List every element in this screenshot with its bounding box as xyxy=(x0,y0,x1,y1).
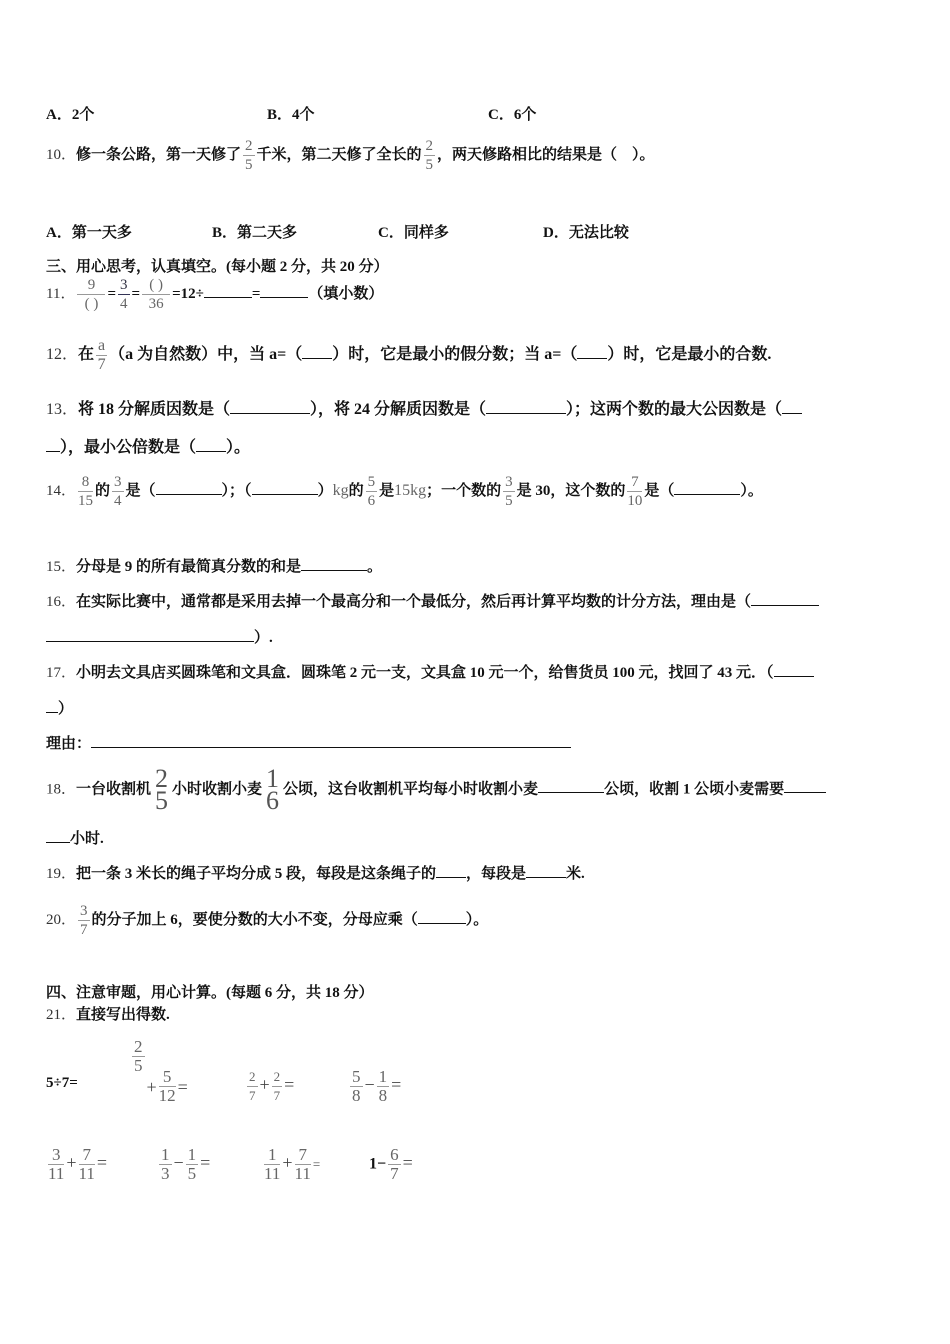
calc-item: 5÷7= xyxy=(46,1075,78,1091)
q9-option-a: A．2个 xyxy=(46,107,95,123)
answer-blank[interactable] xyxy=(774,662,814,677)
question-17-reason: 理由： xyxy=(46,733,571,754)
fraction: $\frac{2}{7}$ xyxy=(273,1069,281,1103)
fraction: $\frac{5}{8}$ xyxy=(352,1067,361,1105)
answer-blank[interactable] xyxy=(418,909,466,924)
question-16: 16．在实际比赛中，通常都是采用去掉一个最高分和一个最低分，然后再计算平均数的计分方法，理由是（ xyxy=(46,591,819,612)
fraction: $\frac{2}{7}$ xyxy=(249,1069,256,1103)
fraction: $\frac{5}{12}$ xyxy=(158,1067,176,1105)
answer-blank[interactable] xyxy=(751,591,819,606)
fraction: $\frac{9}{( )}$ xyxy=(77,276,105,313)
fraction: $\frac{7}{11}$ xyxy=(294,1145,311,1183)
question-17-cont: ） xyxy=(46,698,73,719)
fraction: $\frac{2}{5}$ xyxy=(245,138,253,173)
answer-blank[interactable] xyxy=(782,399,802,414)
calc-item: $\frac{1}{3}$ − $\frac{1}{5}$ = xyxy=(161,1145,211,1183)
fraction: $\frac{2}{5}$ xyxy=(134,1037,143,1075)
calc-item: $\frac{5}{8}$ − $\frac{1}{8}$ = xyxy=(352,1067,402,1105)
question-19: 19．把一条 3 米长的绳子平均分成 5 段，每段是这条绳子的 ，每段是 米. xyxy=(46,863,585,884)
question-number: 12． xyxy=(46,346,79,364)
answer-blank[interactable] xyxy=(46,698,58,713)
fraction: $\frac{3}{7}$ xyxy=(80,903,88,938)
answer-blank[interactable] xyxy=(196,437,226,452)
fraction: $\frac{( )}{36}$ xyxy=(142,276,170,313)
fraction: $\frac{1}{5}$ xyxy=(187,1145,197,1183)
answer-blank[interactable] xyxy=(538,778,604,793)
fraction: $\frac{3}{4}$ xyxy=(114,474,122,509)
question-21: 21．直接写出得数. xyxy=(46,1007,170,1023)
question-13-cont: ），最小公倍数是（ ）。 xyxy=(46,437,250,458)
answer-blank[interactable] xyxy=(260,283,308,298)
question-text: 千米，第二天修了全长的 xyxy=(256,146,422,163)
fraction: $\frac{7}{10}$ xyxy=(627,474,643,509)
section-3-heading: 三、用心思考，认真填空。(每小题 2 分，共 20 分） xyxy=(46,259,389,275)
question-13: 13．将 18 分解质因数是（ ），将 24 分解质因数是（ ）；这两个数的最大公因数是（ xyxy=(46,399,802,420)
fraction: $\frac{7}{11}$ xyxy=(78,1145,95,1183)
calc-item: $\frac{1}{11}$ + $\frac{7}{11}$ = xyxy=(264,1145,321,1183)
answer-blank[interactable] xyxy=(204,283,252,298)
calc-item: $\frac{2}{5}$ + $\frac{5}{12}$ = xyxy=(134,1037,188,1105)
answer-blank[interactable] xyxy=(302,344,332,359)
question-number: 13． xyxy=(46,401,79,418)
fraction: $\frac{3}{4}$ xyxy=(120,277,128,312)
answer-blank[interactable] xyxy=(436,863,466,878)
question-17: 17．小明去文具店买圆珠笔和文具盒．圆珠笔 2 元一支，文具盒 10 元一个，给售货员 100 元，找回了 43 元．（ xyxy=(46,662,814,683)
question-number: 10． xyxy=(46,146,77,163)
q10-option-a: A．第一天多 xyxy=(46,225,132,241)
fraction: $\frac{a}{7}$ xyxy=(97,337,106,373)
fraction: $\frac{8}{15}$ xyxy=(78,474,94,509)
question-number: 11． xyxy=(46,285,76,302)
answer-blank[interactable] xyxy=(46,437,60,452)
fraction: $\frac{6}{7}$ xyxy=(390,1145,399,1183)
fraction: $\frac{1}{8}$ xyxy=(378,1067,388,1105)
answer-blank[interactable] xyxy=(301,556,367,571)
answer-blank[interactable] xyxy=(526,863,566,878)
q10-option-c: C．同样多 xyxy=(378,225,449,241)
fraction: 1 6 xyxy=(266,764,280,815)
q9-option-c: C．6个 xyxy=(488,107,537,123)
question-number: 19． xyxy=(46,866,77,882)
question-10 xyxy=(46,137,655,174)
fraction: $\frac{3}{5}$ xyxy=(505,474,513,509)
fraction: $\frac{1}{11}$ xyxy=(264,1145,281,1183)
answer-blank[interactable] xyxy=(46,627,254,642)
answer-blank[interactable] xyxy=(486,399,566,414)
question-text: 修一条公路，第一天修了 xyxy=(76,146,242,163)
section-4-heading: 四、注意审题，用心计算。(每题 6 分，共 18 分） xyxy=(46,985,374,1001)
question-12: 12．在 $\frac{a}{7}$ （a 为自然数）中，当 a=（ ）时，它是最小的假分数；当 a=（ ）时，它是最小的合数. xyxy=(46,337,772,373)
question-number: 14． xyxy=(46,482,77,499)
question-number: 18． xyxy=(46,781,77,798)
question-16-cont: ）. xyxy=(46,627,273,648)
answer-blank[interactable] xyxy=(784,778,826,793)
question-number: 16． xyxy=(46,594,77,610)
answer-blank[interactable] xyxy=(577,344,607,359)
question-number: 20． xyxy=(46,911,77,928)
fraction: $\frac{1}{3}$ xyxy=(161,1145,170,1183)
question-text: ，两天修路相比的结果是（ ）。 xyxy=(437,146,655,163)
question-11: 11． $\frac{9}{( )}$ = $\frac{3}{4}$ = $\frac{( )}{36}$ =12÷ = （填小数） xyxy=(46,277,384,312)
q9-option-b: B．4个 xyxy=(267,107,315,123)
fraction: $\frac{2}{5}$ xyxy=(425,138,434,173)
q10-option-d: D．无法比较 xyxy=(543,225,629,241)
question-number: 15． xyxy=(46,559,77,575)
q10-option-b: B．第二天多 xyxy=(212,225,298,241)
question-15: 15．分母是 9 的所有最简真分数的和是 。 xyxy=(46,556,382,577)
reason-blank[interactable] xyxy=(91,733,571,748)
question-number: 21． xyxy=(46,1007,77,1023)
question-number: 17． xyxy=(46,665,77,681)
calc-item: $\frac{2}{7}$ + $\frac{2}{7}$ = xyxy=(249,1069,295,1103)
question-18-cont: 小时. xyxy=(46,828,104,849)
question-18: 18．一台收割机 2 5 小时收割小麦 1 6 公顷，这台收割机平均每小时收割小麦 公顷，收割 1 公顷小麦需要 xyxy=(46,768,826,812)
answer-blank[interactable] xyxy=(252,480,318,495)
calc-item: 1− $\frac{6}{7}$ = xyxy=(369,1145,413,1183)
answer-blank[interactable] xyxy=(46,828,70,843)
question-20: 20． $\frac{3}{7}$ 的分子加上 6，要使分数的大小不变，分母应乘（ ）。 xyxy=(46,903,489,938)
question-14: 14． $\frac{8}{15}$ 的 $\frac{3}{4}$ 是（ ）；（ ）kg的 $\frac{5}{6}$ 是15kg；一个数的 $\frac{3}{5}$ 是 30，这个数的 $\frac{7}{10}$ 是（ ）。 xyxy=(46,474,763,509)
calc-item: $\frac{3}{11}$ + $\frac{7}{11}$ = xyxy=(48,1145,108,1183)
answer-blank[interactable] xyxy=(156,480,222,495)
fraction: 2 5 xyxy=(155,764,169,815)
answer-blank[interactable] xyxy=(230,399,310,414)
fraction: $\frac{5}{6}$ xyxy=(367,474,376,509)
fraction: $\frac{3}{11}$ xyxy=(48,1145,65,1183)
answer-blank[interactable] xyxy=(674,480,740,495)
